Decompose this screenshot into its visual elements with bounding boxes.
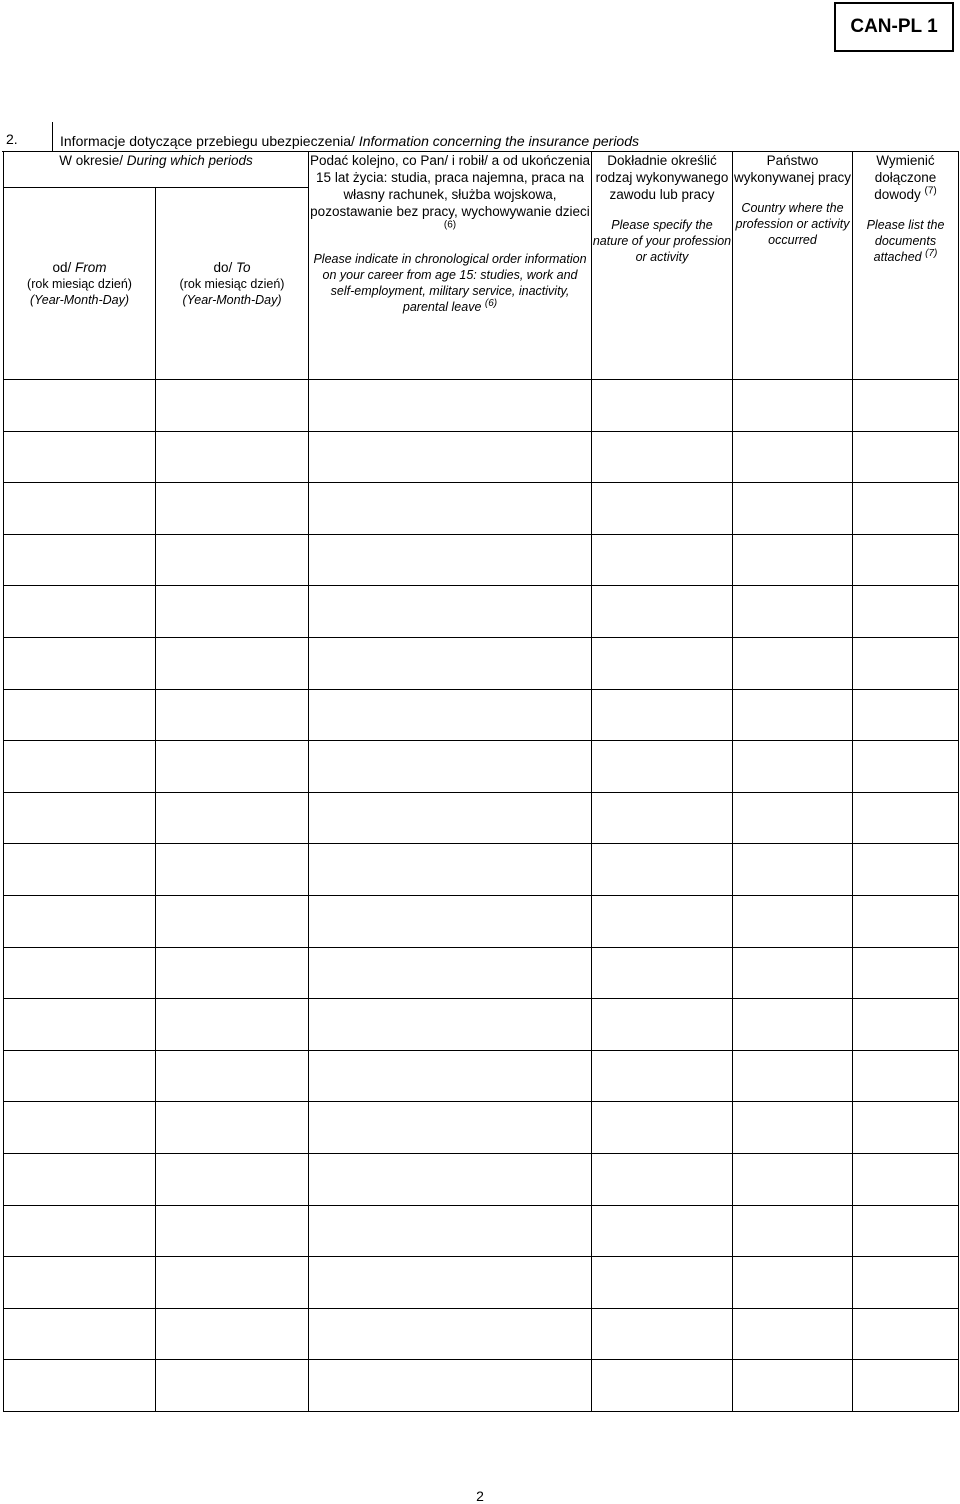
table-row <box>4 1360 959 1412</box>
from-cell[interactable] <box>4 792 156 844</box>
documents-cell[interactable] <box>853 895 959 947</box>
profession-cell[interactable] <box>592 1257 733 1309</box>
activity-cell[interactable] <box>309 895 592 947</box>
table-row <box>4 637 959 689</box>
table-row <box>4 895 959 947</box>
activity-cell[interactable] <box>309 1360 592 1412</box>
table-row <box>4 534 959 586</box>
activity-note-pl: (6) <box>443 219 457 231</box>
country-cell[interactable] <box>733 1205 853 1257</box>
table-row <box>4 380 959 432</box>
from-cell[interactable] <box>4 431 156 483</box>
profession-cell[interactable] <box>592 947 733 999</box>
to-cell[interactable] <box>156 1257 309 1309</box>
table-row <box>4 1308 959 1360</box>
activity-cell[interactable] <box>309 1153 592 1205</box>
table-row <box>4 1257 959 1309</box>
from-cell[interactable] <box>4 1257 156 1309</box>
activity-cell[interactable] <box>309 637 592 689</box>
section-title <box>60 133 639 149</box>
table-row <box>4 431 959 483</box>
country-cell[interactable] <box>733 637 853 689</box>
documents-cell[interactable] <box>853 999 959 1051</box>
activity-cell[interactable] <box>309 1050 592 1102</box>
documents-note-en: (7) <box>925 247 938 259</box>
to-cell[interactable] <box>156 741 309 793</box>
profession-cell[interactable] <box>592 483 733 535</box>
activity-note-en: (6) <box>484 297 498 309</box>
activity-label-en: Please indicate in chronological order information on your career from age 15: studies, work and self-employment, military service, inactivity, parental leave <box>313 252 587 314</box>
to-cell[interactable] <box>156 947 309 999</box>
to-cell[interactable] <box>156 1360 309 1412</box>
table-row <box>4 999 959 1051</box>
to-cell[interactable] <box>156 1050 309 1102</box>
activity-cell[interactable] <box>309 792 592 844</box>
documents-cell[interactable] <box>853 947 959 999</box>
table-row <box>4 586 959 638</box>
country-cell[interactable] <box>733 1308 853 1360</box>
country-label-pl: Państwo wykonywanej pracy <box>733 153 852 185</box>
profession-label-en: Please specify the nature of your profession or activity <box>592 218 732 264</box>
profession-cell[interactable] <box>592 792 733 844</box>
to-cell[interactable] <box>156 1102 309 1154</box>
period-header <box>4 152 309 188</box>
to-cell[interactable] <box>156 999 309 1051</box>
documents-label-pl: Wymienić dołączone dowody <box>874 153 937 202</box>
form-code: CAN-PL 1 <box>834 2 954 52</box>
country-cell[interactable] <box>733 1050 853 1102</box>
from-cell[interactable] <box>4 637 156 689</box>
profession-cell[interactable] <box>592 1050 733 1102</box>
country-cell[interactable] <box>733 689 853 741</box>
country-cell[interactable] <box>733 999 853 1051</box>
documents-cell[interactable] <box>853 1153 959 1205</box>
activity-cell[interactable] <box>309 431 592 483</box>
country-cell[interactable] <box>733 895 853 947</box>
country-cell[interactable] <box>733 380 853 432</box>
from-cell[interactable] <box>4 1050 156 1102</box>
to-cell[interactable] <box>156 844 309 896</box>
documents-cell[interactable] <box>853 1050 959 1102</box>
documents-cell[interactable] <box>853 1102 959 1154</box>
documents-cell[interactable] <box>853 792 959 844</box>
to-cell[interactable] <box>156 1308 309 1360</box>
profession-cell[interactable] <box>592 1153 733 1205</box>
profession-cell[interactable] <box>592 689 733 741</box>
to-cell[interactable] <box>156 1205 309 1257</box>
profession-cell[interactable] <box>592 895 733 947</box>
documents-cell[interactable] <box>853 637 959 689</box>
to-label-en: To <box>236 260 251 275</box>
section-title-en: Information concerning the insurance periods <box>358 133 640 149</box>
table-row <box>4 1050 959 1102</box>
to-cell[interactable] <box>156 1153 309 1205</box>
table-row <box>4 792 959 844</box>
from-label-en: From <box>75 260 107 275</box>
to-header <box>156 188 309 380</box>
section-number: 2. <box>6 131 18 147</box>
documents-cell[interactable] <box>853 1205 959 1257</box>
profession-cell[interactable] <box>592 1102 733 1154</box>
from-cell[interactable] <box>4 586 156 638</box>
documents-cell[interactable] <box>853 431 959 483</box>
documents-cell[interactable] <box>853 380 959 432</box>
country-cell[interactable] <box>733 431 853 483</box>
to-cell[interactable] <box>156 895 309 947</box>
country-cell[interactable] <box>733 1153 853 1205</box>
to-format-pl: (rok miesiąc dzień) <box>179 277 285 291</box>
documents-cell[interactable] <box>853 483 959 535</box>
table-row <box>4 689 959 741</box>
documents-cell[interactable] <box>853 534 959 586</box>
country-cell[interactable] <box>733 1257 853 1309</box>
documents-cell[interactable] <box>853 1308 959 1360</box>
page-number: 2 <box>476 1488 484 1504</box>
documents-label-en: Please list the documents attached <box>866 218 945 264</box>
from-cell[interactable] <box>4 1205 156 1257</box>
country-header <box>733 152 853 380</box>
from-cell[interactable] <box>4 1153 156 1205</box>
activity-cell[interactable] <box>309 1308 592 1360</box>
to-label-pl: do/ <box>213 260 233 275</box>
documents-header <box>853 152 959 380</box>
profession-cell[interactable] <box>592 431 733 483</box>
country-cell[interactable] <box>733 947 853 999</box>
country-label-en: Country where the profession or activity occurred <box>735 201 850 247</box>
from-cell[interactable] <box>4 380 156 432</box>
activity-cell[interactable] <box>309 483 592 535</box>
documents-cell[interactable] <box>853 1257 959 1309</box>
from-label-pl: od/ <box>52 260 72 275</box>
to-cell[interactable] <box>156 483 309 535</box>
from-cell[interactable] <box>4 741 156 793</box>
profession-cell[interactable] <box>592 741 733 793</box>
table-row <box>4 741 959 793</box>
table-row <box>4 1153 959 1205</box>
profession-cell[interactable] <box>592 844 733 896</box>
table-row <box>4 1102 959 1154</box>
country-cell[interactable] <box>733 844 853 896</box>
from-cell[interactable] <box>4 844 156 896</box>
from-cell[interactable] <box>4 1102 156 1154</box>
from-cell[interactable] <box>4 689 156 741</box>
documents-cell[interactable] <box>853 1360 959 1412</box>
profession-cell[interactable] <box>592 999 733 1051</box>
documents-cell[interactable] <box>853 586 959 638</box>
insurance-periods-table <box>3 151 959 1412</box>
activity-cell[interactable] <box>309 534 592 586</box>
activity-cell[interactable] <box>309 1205 592 1257</box>
activity-header <box>309 152 592 380</box>
period-label-pl: W okresie/ <box>59 153 123 168</box>
from-cell[interactable] <box>4 1308 156 1360</box>
section-header <box>0 122 960 152</box>
table-row <box>4 483 959 535</box>
from-cell[interactable] <box>4 947 156 999</box>
profession-cell[interactable] <box>592 1308 733 1360</box>
activity-cell[interactable] <box>309 1257 592 1309</box>
profession-header <box>592 152 733 380</box>
to-cell[interactable] <box>156 534 309 586</box>
from-cell[interactable] <box>4 1360 156 1412</box>
documents-cell[interactable] <box>853 844 959 896</box>
profession-cell[interactable] <box>592 534 733 586</box>
period-label-en: During which periods <box>126 153 253 168</box>
from-format-pl: (rok miesiąc dzień) <box>27 277 132 291</box>
profession-cell[interactable] <box>592 1205 733 1257</box>
to-cell[interactable] <box>156 637 309 689</box>
activity-cell[interactable] <box>309 999 592 1051</box>
from-format-en: (Year-Month-Day) <box>29 293 130 307</box>
country-cell[interactable] <box>733 586 853 638</box>
activity-cell[interactable] <box>309 844 592 896</box>
country-cell[interactable] <box>733 483 853 535</box>
activity-cell[interactable] <box>309 1102 592 1154</box>
activity-cell[interactable] <box>309 741 592 793</box>
to-format-en: (Year-Month-Day) <box>182 293 282 307</box>
from-cell[interactable] <box>4 483 156 535</box>
country-cell[interactable] <box>733 1102 853 1154</box>
table-row <box>4 1205 959 1257</box>
profession-cell[interactable] <box>592 380 733 432</box>
from-cell[interactable] <box>4 534 156 586</box>
documents-cell[interactable] <box>853 689 959 741</box>
to-cell[interactable] <box>156 689 309 741</box>
activity-cell[interactable] <box>309 380 592 432</box>
section-divider <box>52 122 53 152</box>
profession-cell[interactable] <box>592 637 733 689</box>
profession-cell[interactable] <box>592 586 733 638</box>
to-cell[interactable] <box>156 792 309 844</box>
documents-cell[interactable] <box>853 741 959 793</box>
country-cell[interactable] <box>733 1360 853 1412</box>
documents-note-pl: (7) <box>924 185 937 197</box>
activity-cell[interactable] <box>309 689 592 741</box>
from-cell[interactable] <box>4 999 156 1051</box>
country-cell[interactable] <box>733 792 853 844</box>
from-header <box>4 188 156 380</box>
activity-cell[interactable] <box>309 947 592 999</box>
to-cell[interactable] <box>156 586 309 638</box>
activity-cell[interactable] <box>309 586 592 638</box>
to-cell[interactable] <box>156 380 309 432</box>
activity-label-pl: Podać kolejno, co Pan/ i robił/ a od ukończenia 15 lat życia: studia, praca najemna, praca na własny rachunek, służba wojskowa, pozostawanie bez pracy, wychowywanie dzieci <box>310 153 590 219</box>
country-cell[interactable] <box>733 741 853 793</box>
profession-label-pl: Dokładnie określić rodzaj wykonywanego zawodu lub pracy <box>595 153 729 202</box>
to-cell[interactable] <box>156 431 309 483</box>
section-title-pl: Informacje dotyczące przebiegu ubezpieczenia/ <box>60 133 355 149</box>
profession-cell[interactable] <box>592 1360 733 1412</box>
country-cell[interactable] <box>733 534 853 586</box>
table-row <box>4 947 959 999</box>
table-row <box>4 844 959 896</box>
from-cell[interactable] <box>4 895 156 947</box>
